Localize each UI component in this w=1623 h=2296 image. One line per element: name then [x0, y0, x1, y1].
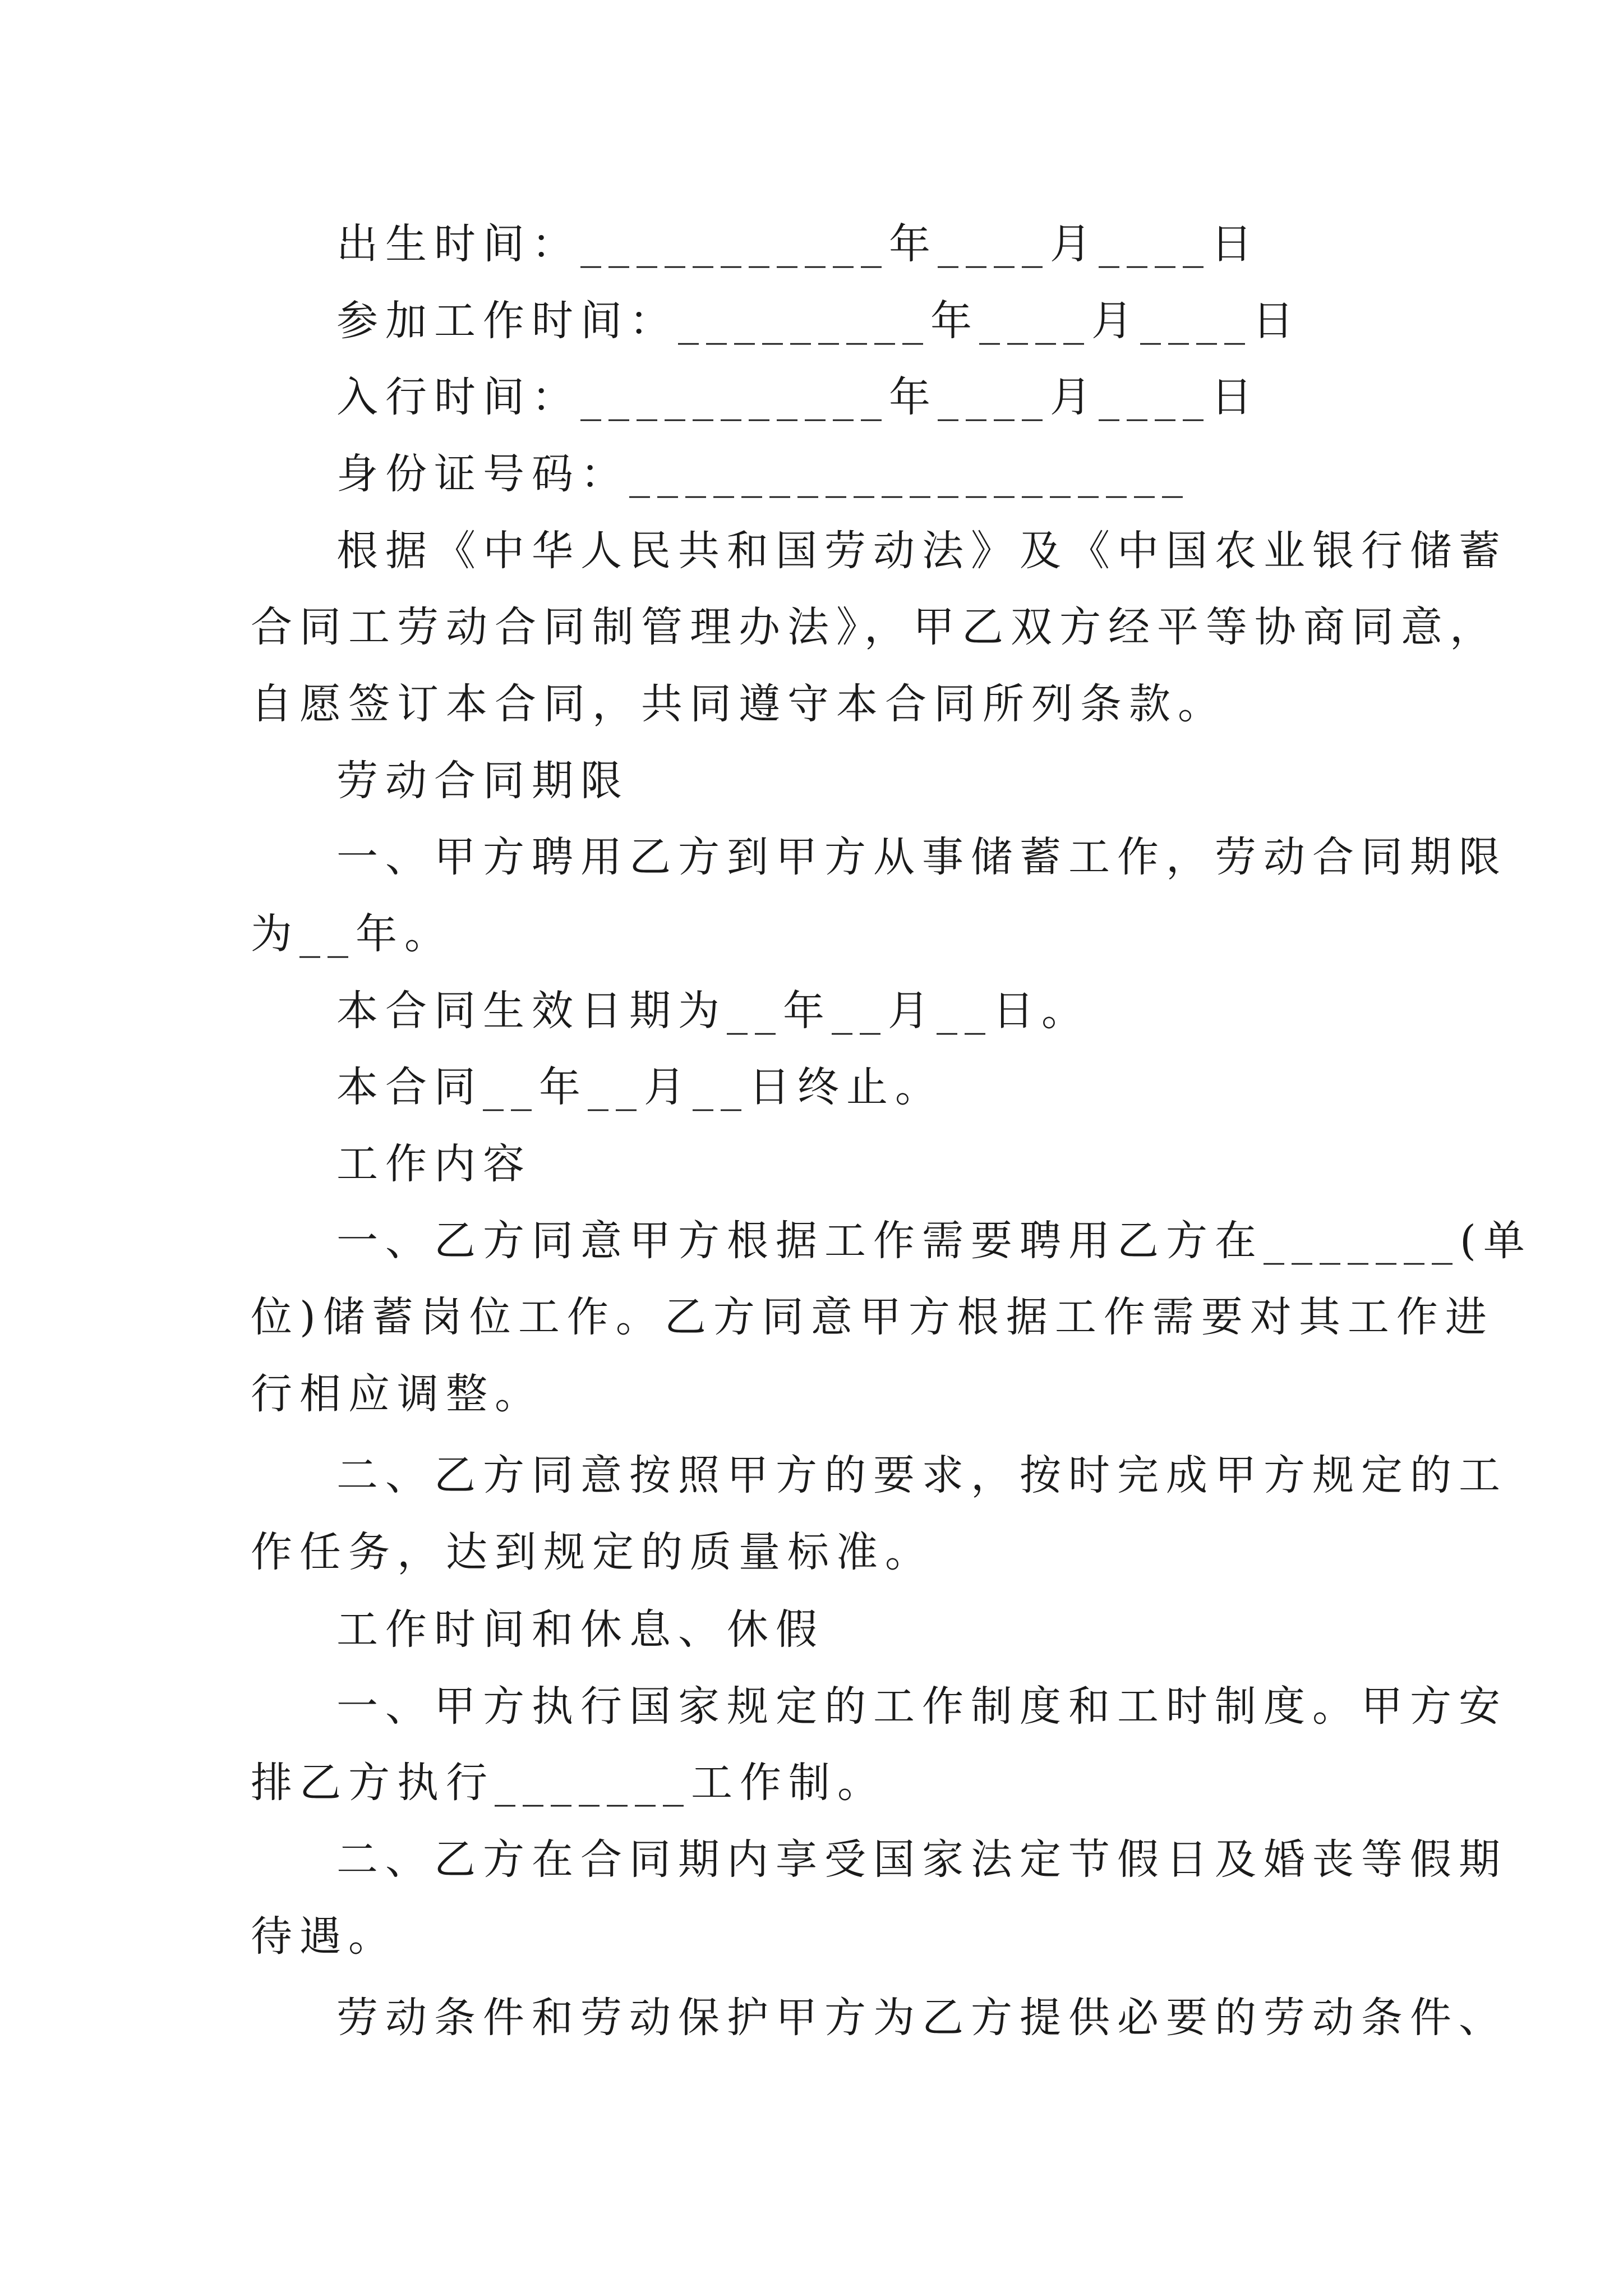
- term-clause-line-2: 为__年。: [251, 910, 453, 958]
- preamble-line-1: 根据《中华人民共和国劳动法》及《中国农业银行储蓄: [336, 527, 1507, 575]
- working-hours-clause-1-line-1: 一、甲方执行国家规定的工作制度和工时制度。甲方安: [336, 1682, 1507, 1731]
- section-heading-contract-term: 劳动合同期限: [336, 757, 629, 805]
- section-heading-work-content: 工作内容: [336, 1140, 532, 1188]
- id-number-line: 身份证号码：____________________: [336, 450, 1190, 498]
- term-clause-line-1: 一、甲方聘用乙方到甲方从事储蓄工作，劳动合同期限: [336, 833, 1507, 881]
- work-content-clause-1-line-2: 位)储蓄岗位工作。乙方同意甲方根据工作需要对其工作进: [251, 1293, 1494, 1341]
- work-content-clause-1-line-1: 一、乙方同意甲方根据工作需要聘用乙方在_______(单: [336, 1217, 1532, 1265]
- work-content-clause-1-line-3: 行相应调整。: [251, 1370, 543, 1418]
- bank-entry-date-line: 入行时间：___________年____月____日: [336, 373, 1260, 421]
- working-hours-clause-1-line-2: 排乙方执行_______工作制。: [251, 1759, 886, 1807]
- section-heading-working-hours: 工作时间和休息、休假: [336, 1605, 824, 1654]
- work-start-date-line: 参加工作时间：_________年____月____日: [336, 297, 1301, 345]
- working-hours-clause-2-line-1: 二、乙方在合同期内享受国家法定节假日及婚丧等假期: [336, 1835, 1507, 1884]
- labor-conditions-line-1: 劳动条件和劳动保护甲方为乙方提供必要的劳动条件、: [336, 1994, 1507, 2042]
- termination-date-line: 本合同__年__月__日终止。: [336, 1063, 944, 1111]
- birth-date-line: 出生时间：___________年____月____日: [336, 220, 1260, 268]
- work-content-clause-2-line-1: 二、乙方同意按照甲方的要求，按时完成甲方规定的工: [336, 1451, 1507, 1499]
- preamble-line-3: 自愿签订本合同，共同遵守本合同所列条款。: [251, 680, 1227, 728]
- work-content-clause-2-line-2: 作任务，达到规定的质量标准。: [251, 1528, 934, 1576]
- preamble-line-2: 合同工劳动合同制管理办法》，甲乙双方经平等协商同意，: [251, 603, 1498, 651]
- effective-date-line: 本合同生效日期为__年__月__日。: [336, 987, 1090, 1035]
- working-hours-clause-2-line-2: 待遇。: [251, 1912, 397, 1961]
